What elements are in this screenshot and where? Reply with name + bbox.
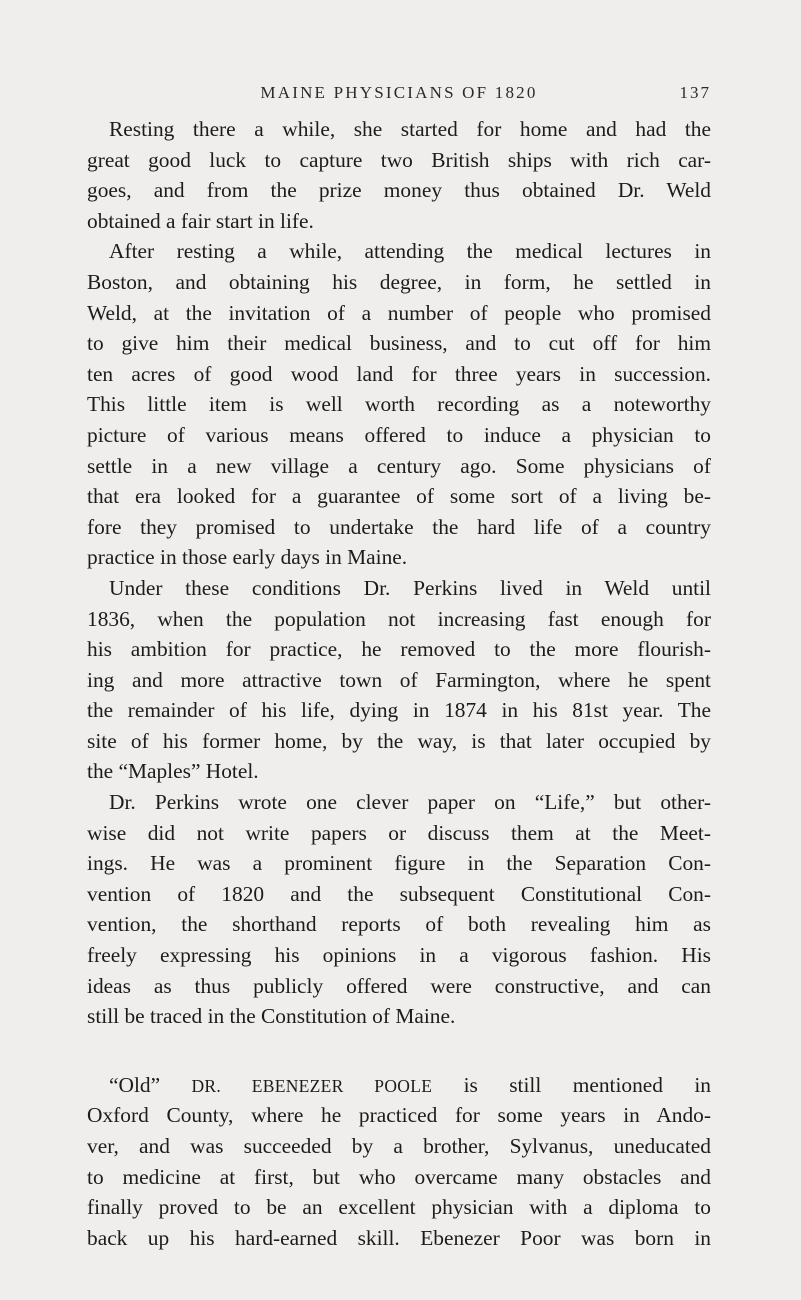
text-line: obtained a fair start in life. (87, 208, 314, 233)
text-line: ing and more attractive town of Farmington, where he spent (87, 667, 711, 692)
text-line: goes, and from the prize money thus obtained Dr. Weld (87, 178, 711, 203)
text-line: freely expressing his opinions in a vigorous fashion. His (87, 943, 711, 968)
text-line: Oxford County, where he practiced for some years in Ando- (87, 1103, 711, 1128)
text-line: to medicine at first, but who overcame many obstacles and (87, 1164, 711, 1189)
text-line: vention of 1820 and the subsequent Constitutional Con- (87, 881, 711, 906)
text-line: Resting there a while, she started for home and had the (109, 117, 711, 141)
text-line: the remainder of his life, dying in 1874 in his 81st year. The (87, 698, 711, 723)
running-head (87, 83, 711, 107)
text-line: Weld, at the invitation of a number of people who promised (87, 300, 711, 325)
paragraph (87, 236, 711, 573)
text-line: This little item is well worth recording as a noteworthy (87, 392, 711, 417)
text-line: the “Maples” Hotel. (87, 759, 259, 784)
text-line: Dr. Perkins wrote one clever paper on “Life,” but other- (109, 790, 711, 815)
text-line: picture of various means offered to induce a physician to (87, 422, 711, 447)
text-line: settle in a new village a century ago. Some physicians of (87, 453, 711, 478)
text-line: that era looked for a guarantee of some sort of a living be- (87, 484, 711, 509)
paragraph (87, 114, 711, 236)
text-line: vention, the shorthand reports of both revealing him as (87, 912, 711, 937)
text-line: ideas as thus publicly offered were constructive, and can (87, 973, 711, 998)
text-line: great good luck to capture two British ships with rich car- (87, 147, 711, 172)
page-number: 137 (679, 83, 711, 102)
text-line: his ambition for practice, he removed to the more flourish- (87, 637, 711, 662)
text-line (87, 1070, 711, 1101)
text-line: back up his hard-earned skill. Ebenezer Poor was born in (87, 1225, 711, 1250)
text-line: wise did not write papers or discuss them at the Meet- (87, 820, 711, 845)
paragraph (87, 573, 711, 787)
section-gap (87, 1032, 711, 1070)
text-line: site of his former home, by the way, is that later occupied by (87, 728, 711, 753)
body-text (87, 114, 711, 1253)
paragraph-poole (87, 1070, 711, 1254)
lead-text: “Old” (109, 1072, 192, 1097)
text-line: practice in those early days in Maine. (87, 545, 408, 570)
text-line: Boston, and obtaining his degree, in form, he settled in (87, 269, 711, 294)
text-line: ings. He was a prominent figure in the Separation Con- (87, 851, 711, 876)
text-line: fore they promised to undertake the hard life of a country (87, 514, 711, 539)
text-line: still be traced in the Constitution of Maine. (87, 1004, 456, 1029)
rest-text: is still mentioned in (432, 1072, 711, 1097)
text-line: After resting a while, attending the medical lectures in (109, 239, 711, 264)
text-line: finally proved to be an excellent physician with a diploma to (87, 1195, 711, 1220)
text-line: to give him their medical business, and to cut off for him (87, 331, 711, 356)
running-title: MAINE PHYSICIANS OF 1820 (260, 83, 538, 102)
text-line: 1836, when the population not increasing fast enough for (87, 606, 711, 631)
text-line: Under these conditions Dr. Perkins lived in Weld until (109, 575, 711, 600)
paragraph (87, 787, 711, 1032)
text-line: ver, and was succeeded by a brother, Sylvanus, uneducated (87, 1134, 711, 1158)
text-line: ten acres of good wood land for three years in succession. (87, 361, 711, 386)
physician-name: DR. EBENEZER POOLE (191, 1075, 433, 1096)
